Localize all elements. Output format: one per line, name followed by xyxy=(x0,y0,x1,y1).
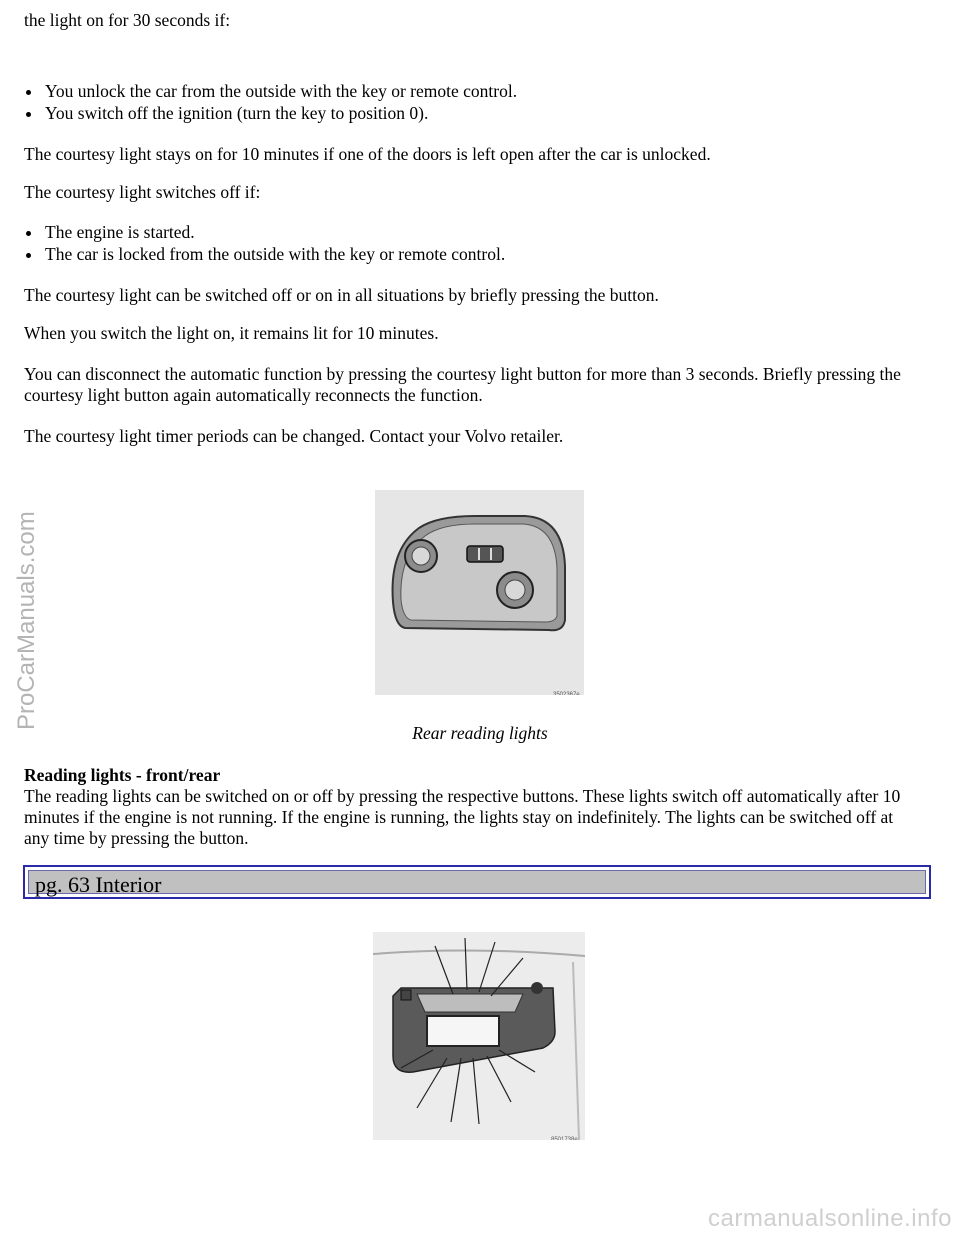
paragraph-timer: The courtesy light timer periods can be changed. Contact your Volvo retailer. xyxy=(24,426,564,446)
paragraph-disconnect: You can disconnect the automatic function by pressing the courtesy light button for more than 3 seconds. Briefly pressing the courtesy light button again automatically reconnects the function. xyxy=(24,364,901,405)
rear-reading-lights-illustration xyxy=(375,490,584,695)
figure-caption: Rear reading lights xyxy=(412,723,548,743)
rear-reading-lights-image xyxy=(375,490,584,695)
side-watermark: ProCarManuals.com xyxy=(13,511,40,730)
figure-code: 8501738e xyxy=(551,1137,578,1140)
switch-off-conditions-list xyxy=(24,222,505,266)
vanity-mirror-illustration xyxy=(373,932,585,1140)
paragraph-switches-off: The courtesy light switches off if: xyxy=(24,182,261,202)
page-header-title: pg. 63 Interior xyxy=(35,872,162,897)
paragraph-switch-button: The courtesy light can be switched off or on in all situations by briefly pressing the button. xyxy=(24,285,659,305)
figure-code: 3502367e xyxy=(553,692,580,695)
paragraph-remains-lit: When you switch the light on, it remains lit for 10 minutes. xyxy=(24,323,439,343)
page-header-bar xyxy=(23,865,931,899)
list-item: You switch off the ignition (turn the key to position 0). xyxy=(24,103,517,125)
list-item: The engine is started. xyxy=(24,222,505,244)
paragraph-stays-on: The courtesy light stays on for 10 minutes if one of the doors is left open after the car is unlocked. xyxy=(24,144,711,164)
list-item: The car is locked from the outside with the key or remote control. xyxy=(24,244,505,266)
section-heading: Reading lights - front/rear xyxy=(24,765,221,785)
reading-lights-paragraph: The reading lights can be switched on or off by pressing the respective buttons. These lights switch off automatically after 10 minutes if the engine is not running. If the engine is running, the lights stay on indefinitely. The lights can be switched off at any time by pressing the button. xyxy=(24,786,901,848)
vanity-mirror-image xyxy=(373,932,585,1140)
intro-line: the light on for 30 seconds if: xyxy=(24,10,231,30)
bottom-watermark: carmanualsonline.info xyxy=(708,1205,952,1232)
unlock-conditions-list xyxy=(24,81,517,125)
list-item: You unlock the car from the outside with the key or remote control. xyxy=(24,81,517,103)
page-header-fill xyxy=(28,870,926,897)
